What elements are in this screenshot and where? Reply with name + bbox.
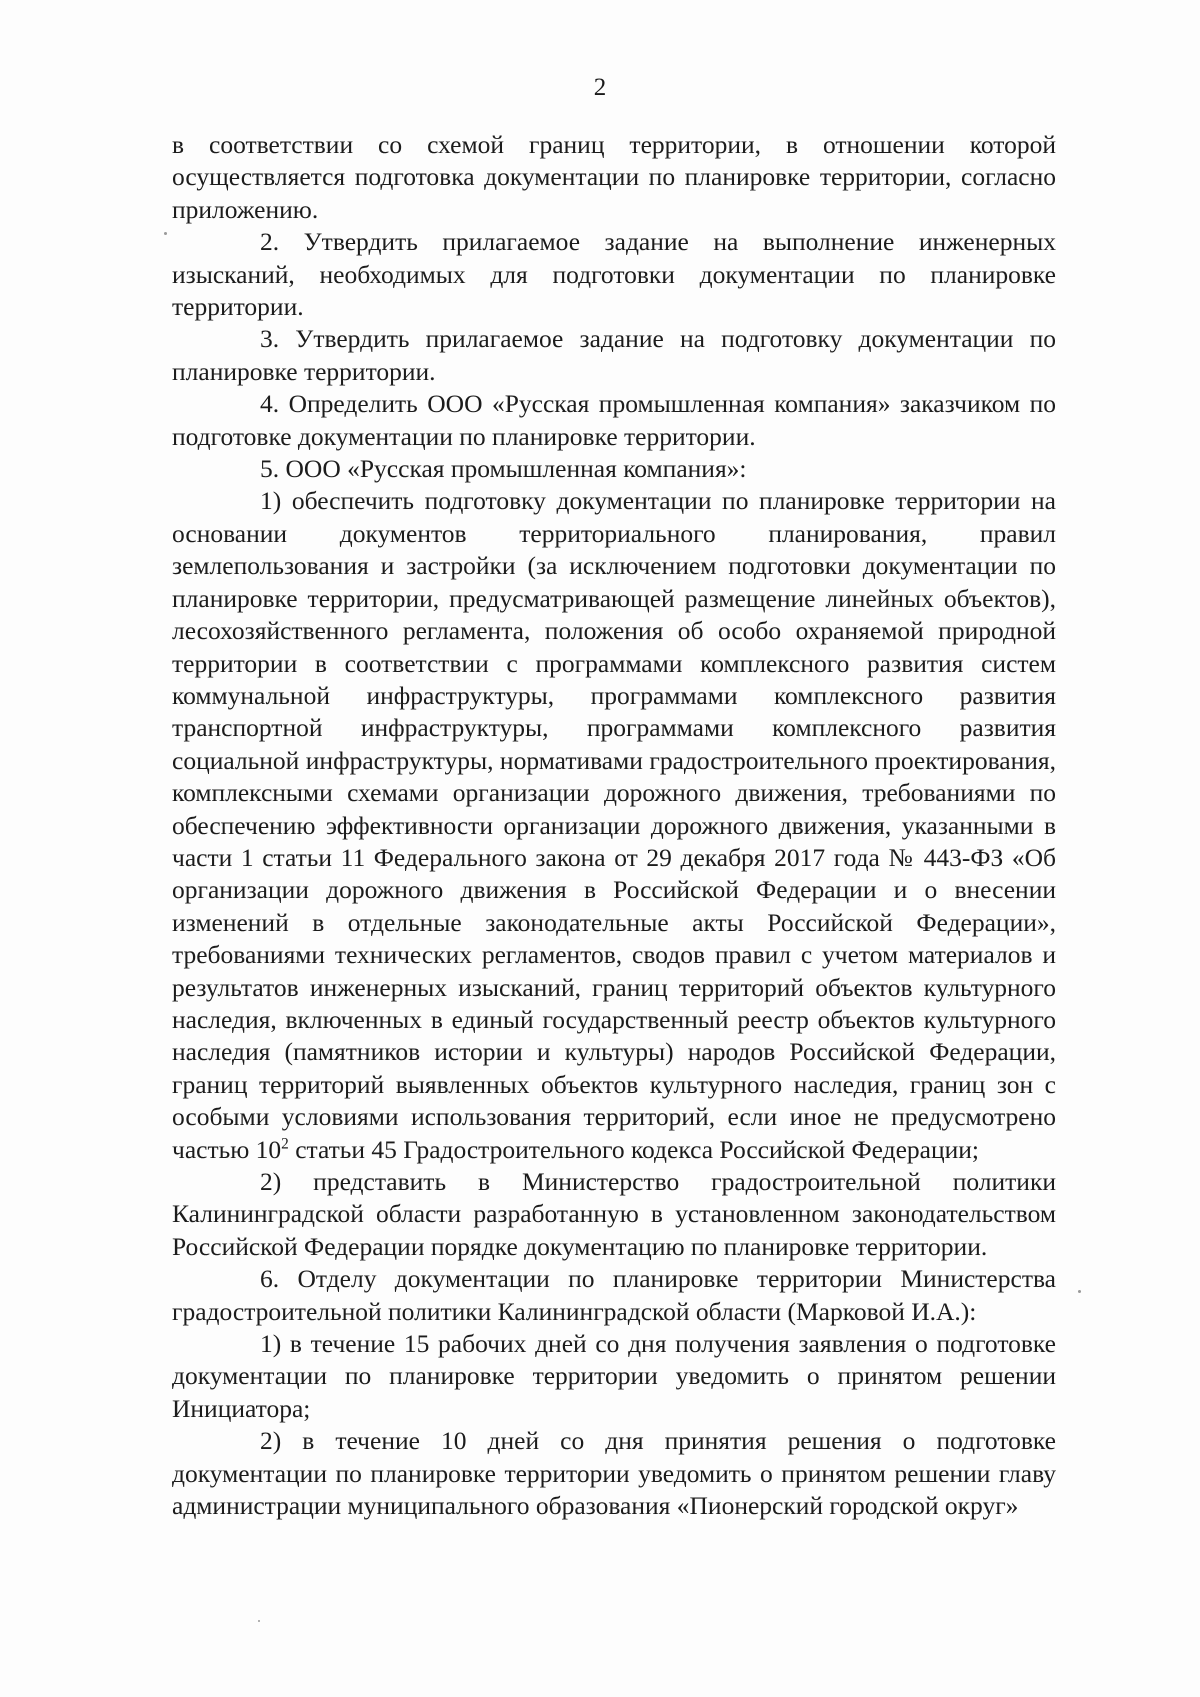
scan-speck <box>258 1620 260 1622</box>
paragraph-item-5-1 <box>172 485 1056 1166</box>
paragraph-item-3: 3. Утвердить прилагаемое задание на подготовку документации по планировке территории. <box>172 324 1056 386</box>
paragraph-item-5-1-text: 1) обеспечить подготовку документации по планировке территории на основании документов территориального планирования, правил землепользования и застройки (за исключением подготовки документации по планировке территории, предусматривающей размещение линейных объектов), лесохозяйственного регламента, положения об особо охраняемой природной территории в соответствии с программами комплексного развития систем коммунальной инфраструктуры, программами комплексного развития транспортной инфраструктуры, программами комплексного развития социальной инфраструктуры, нормативами градостроительного проектирования, комплексными схемами организации дорожного движения, требованиями по обеспечению эффективности организации дорожного движения, указанными в части 1 статьи 11 Федерального закона от 29 декабря 2017 года № 443-ФЗ «Об организации дорожного движения в Российской Федерации и о внесении изменений в отдельные законодательные акты Российской Федерации», требованиями технических регламентов, сводов правил с учетом материалов и результатов инженерных изысканий, границ территорий объектов культурного наследия, включенных в единый государственный реестр объектов культурного наследия (памятников истории и культуры) народов Российской Федерации, границ территорий выявленных объектов культурного наследия, границ зон с особыми условиями использования территорий, если иное не предусмотрено частью 10 <box>172 486 1056 1164</box>
scan-speck <box>164 232 167 235</box>
paragraph-scheme-continuation: в соответствии со схемой границ территории, в отношении которой осуществляется подготовка документации по планировке территории, согласно приложению. <box>172 130 1056 224</box>
paragraph-item-6: 6. Отделу документации по планировке территории Министерства градостроительной политики Калининградской области (Марковой И.А.): <box>172 1264 1056 1326</box>
paragraph-item-5: 5. ООО «Русская промышленная компания»: <box>260 454 747 484</box>
paragraph-item-5-2: 2) представить в Министерство градостроительной политики Калининградской области разработанную в установленном законодательством Российской Федерации порядке документацию по планировке территории. <box>172 1167 1056 1261</box>
paragraph-item-6-2: 2) в течение 10 дней со дня принятия решения о подготовке документации по планировке территории уведомить о принятом решении главу администрации муниципального образования «Пионерский городской округ» <box>172 1426 1056 1521</box>
page-number: 2 <box>593 74 607 101</box>
document-body <box>172 129 1056 1522</box>
paragraph-item-4: 4. Определить ООО «Русская промышленная компания» заказчиком по подготовке документации по планировке территории. <box>172 389 1056 451</box>
paragraph-item-5-1-tail: статьи 45 Градостроительного кодекса Российской Федерации; <box>288 1134 979 1164</box>
paragraph-item-2: 2. Утвердить прилагаемое задание на выполнение инженерных изысканий, необходимых для подготовки документации по планировке территории. <box>172 227 1056 322</box>
scan-speck <box>1078 1290 1081 1293</box>
paragraph-item-6-1: 1) в течение 15 рабочих дней со дня получения заявления о подготовке документации по планировке территории уведомить о принятом решении Инициатора; <box>172 1329 1056 1423</box>
superscript-2: 2 <box>281 1135 289 1153</box>
